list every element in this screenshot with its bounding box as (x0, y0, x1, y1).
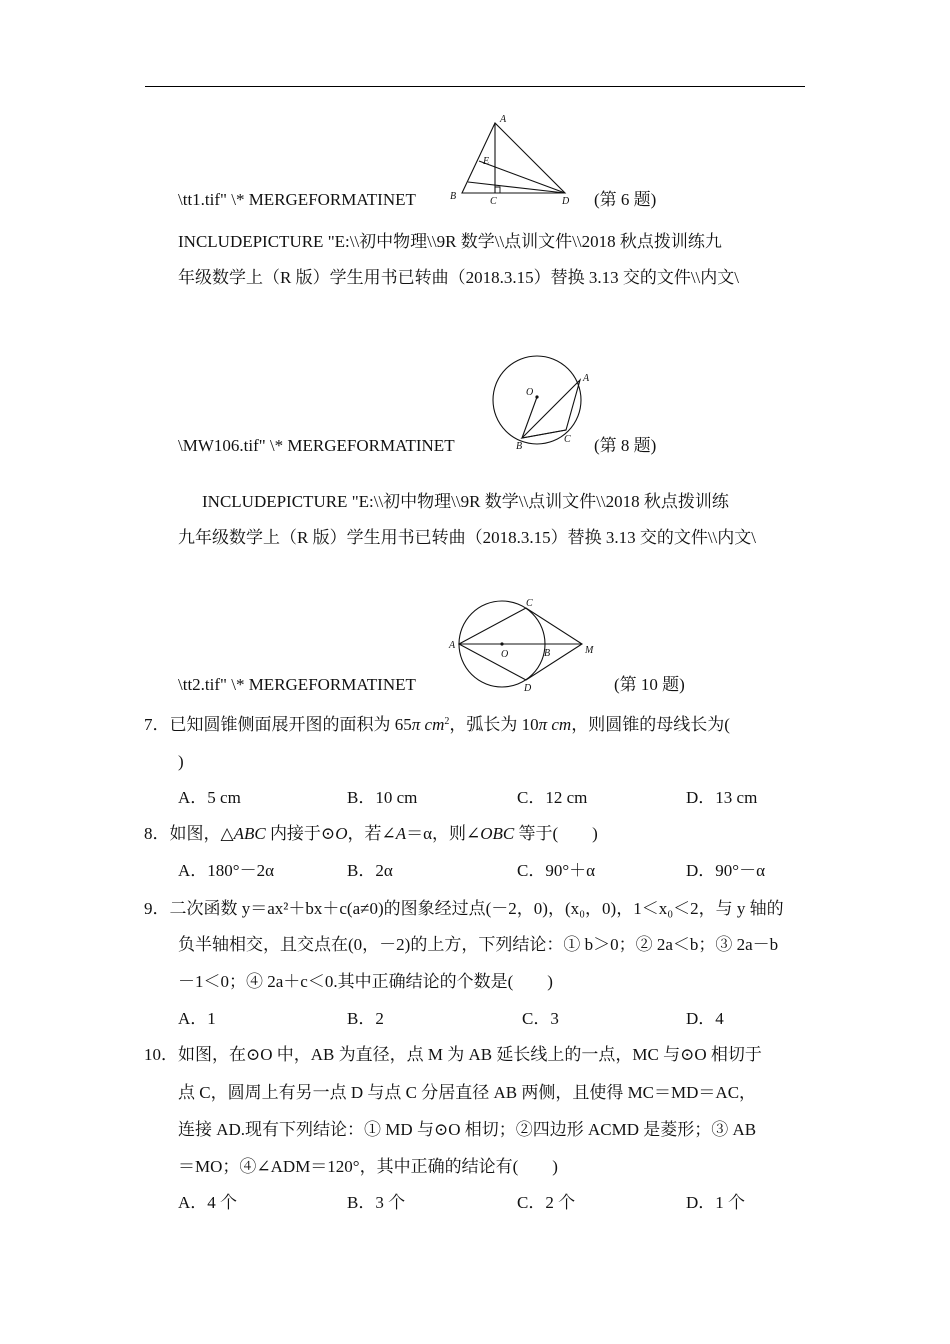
q10-option-a: A．4 个 (178, 1193, 238, 1212)
q9-option-a: A．1 (178, 1009, 216, 1028)
fig8-caption: (第 8 题) (594, 436, 657, 455)
q10-option-c: C．2 个 (517, 1193, 576, 1212)
q8-number: 8． (144, 824, 170, 843)
q9-line1: 9．二次函数 y＝ax²＋bx＋c(a≠0)的图象经过点(－2，0)，(x₀，0)，1＜x₀＜2，与 y 轴的 (144, 899, 784, 918)
q9-option-c: C．3 (522, 1009, 559, 1028)
header-rule (145, 86, 805, 87)
label-M: M (585, 645, 594, 656)
q10-option-d: D．1 个 (686, 1193, 746, 1212)
fig10-include-line1: INCLUDEPICTURE "E:\\初中物理\\9R 数学\\点训文件\\2018 秋点拨训练 (202, 492, 729, 511)
q10-line2: 点 C，圆周上有另一点 D 与点 C 分居直径 AB 两侧，且使得 MC＝MD＝AC， (178, 1083, 757, 1102)
label-C: C (490, 196, 497, 207)
q7-number: 7． (144, 715, 170, 734)
q7-close-paren: ) (178, 752, 184, 771)
q8-stem: 8．如图，△ABC 内接于⊙O，若∠A＝α，则∠OBC 等于( ) (144, 824, 598, 843)
fig10-path-text: \tt2.tif" \* MERGEFORMATINET (178, 675, 416, 694)
q8-option-c: C．90°＋α (517, 861, 596, 880)
q9-option-d: D．4 (686, 1009, 724, 1028)
figure-circle-q8 (486, 350, 596, 455)
q8-option-a: A．180°－2α (178, 861, 274, 880)
label-B: B (516, 441, 523, 452)
q8-option-b: B．2α (347, 861, 393, 880)
fig6-caption: (第 6 题) (594, 190, 657, 209)
q9-option-b: B．2 (347, 1009, 384, 1028)
label-D: D (562, 196, 570, 207)
q9-number: 9． (144, 899, 170, 918)
label-D: D (524, 683, 532, 694)
fig6-path-text: \tt1.tif" \* MERGEFORMATINET (178, 190, 416, 209)
label-C: C (526, 598, 533, 609)
label-A: A (583, 373, 590, 384)
q8-option-d: D．90°－α (686, 861, 765, 880)
q10-line1: 10．如图，在⊙O 中，AB 为直径，点 M 为 AB 延长线上的一点，MC 与⊙O 相切于 (144, 1045, 762, 1064)
label-C: C (564, 434, 571, 445)
q9-line2: 负半轴相交，且交点在(0，－2)的上方，下列结论：① b＞0；② 2a＜b；③ 2a－b (178, 935, 779, 954)
q10-number: 10． (144, 1045, 178, 1064)
label-O: O (501, 649, 509, 660)
label-A: A (500, 114, 507, 125)
q9-line3: －1＜0；④ 2a＋c＜0.其中正确结论的个数是( ) (178, 972, 553, 991)
label-A: A (449, 640, 456, 651)
q10-line3: 连接 AD.现有下列结论：① MD 与⊙O 相切；②四边形 ACMD 是菱形；③ AB (178, 1120, 757, 1139)
q7-option-b: B．10 cm (347, 788, 418, 807)
figure-circle-tangent-q10 (446, 596, 606, 696)
q10-line4: ＝MO；④∠ADM＝120°，其中正确的结论有( ) (178, 1157, 558, 1176)
q7-line1: 7．已知圆锥侧面展开图的面积为 65π $cm^2$，弧长为 10π cm，则圆锥的母线长为( (144, 715, 730, 734)
label-B: B (450, 191, 457, 202)
q7-option-d: D．13 cm (686, 788, 758, 807)
fig8-include-line1: INCLUDEPICTURE "E:\\初中物理\\9R 数学\\点训文件\\2018 秋点拨训练九 (178, 232, 722, 251)
q7-option-c: C．12 cm (517, 788, 588, 807)
figure-triangle-q6 (446, 110, 576, 210)
label-E: E (483, 156, 490, 167)
q7-option-a: A．5 cm (178, 788, 241, 807)
fig10-include-line2: 九年级数学上（R 版）学生用书已转曲（2018.3.15）替换 3.13 交的文件\\内文\ (178, 528, 757, 547)
fig8-include-line2: 年级数学上（R 版）学生用书已转曲（2018.3.15）替换 3.13 交的文件\\内文\ (178, 268, 740, 287)
q10-option-b: B．3 个 (347, 1193, 406, 1212)
label-B: B (544, 648, 551, 659)
fig10-caption: (第 10 题) (614, 675, 685, 694)
label-O: O (526, 387, 534, 398)
fig8-path-text: \MW106.tif" \* MERGEFORMATINET (178, 436, 455, 455)
